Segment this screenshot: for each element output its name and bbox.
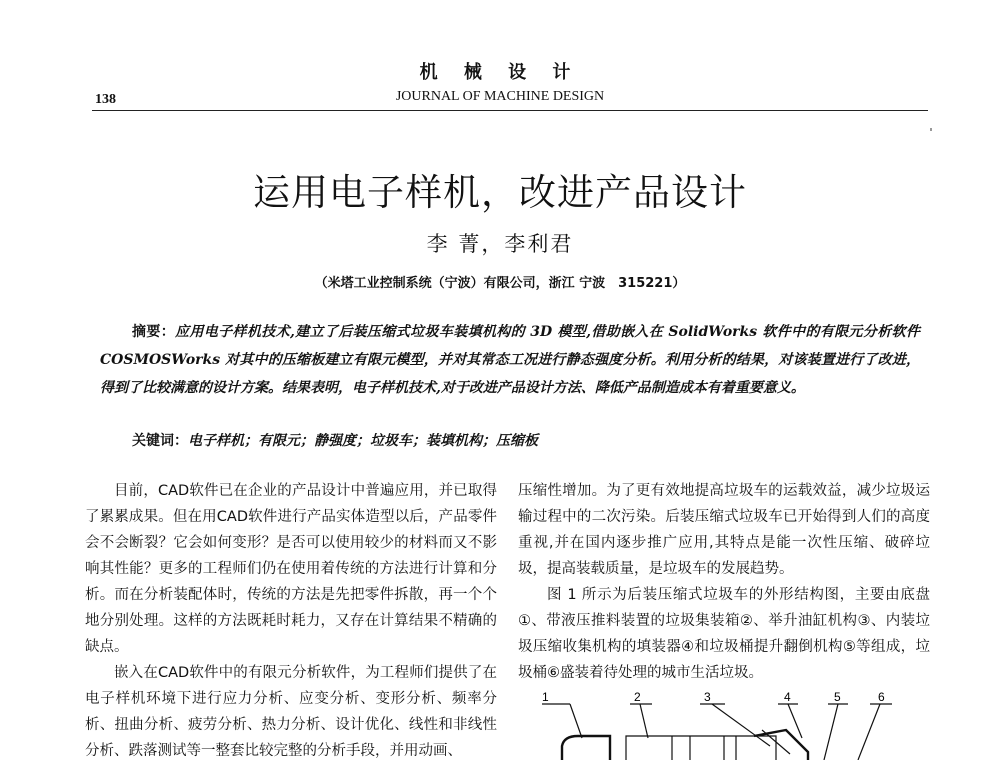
figure-label-4: 4: [784, 690, 791, 704]
body-paragraph: 图 1 所示为后装压缩式垃圾车的外形结构图，主要由底盘①、带液压推料装置的垃圾集装箱②、举升油缸机构③、内装垃圾压缩收集机构的填装器④和垃圾桶提升翻倒机构⑤等组成，垃圾桶⑥盛装着待处理的城市生活垃圾。: [518, 587, 930, 681]
truck-container: [626, 736, 776, 760]
truck-cab: [562, 736, 610, 760]
figure-label-5: 5: [834, 690, 841, 704]
abstract: [100, 318, 920, 402]
figure-label-2: 2: [634, 690, 641, 704]
body-paragraph: 目前，CAD软件已在企业的产品设计中普遍应用，并已取得了累累成果。但在用CAD软件进行产品实体造型以后，产品零件会不会断裂？它会如何变形？是否可以使用较少的材料而又不影响其性能？更多的工程师们仍在使用着传统的方法进行计算和分析。而在分析装配体时，传统的方法是先把零件拆散，再一个个地分别处理。这样的方法既耗时耗力，又存在计算结果不精确的缺点。: [85, 483, 497, 655]
body-paragraph: 嵌入在CAD软件中的有限元分析软件，为工程师们提供了在电子样机环境下进行应力分析、应变分析、变形分析、频率分析、扭曲分析、疲劳分析、热力分析、设计优化、线性和非线性分析、跌落测试等一整套比较完整的分析手段，并用动画、: [85, 665, 497, 759]
article-affiliation: （米塔工业控制系统（宁波）有限公司，浙江 宁波 315221）: [314, 276, 686, 291]
keywords-text: 电子样机；有限元；静强度；垃圾车；装填机构；压缩板: [188, 433, 538, 449]
journal-title-cn: 机 械 设 计: [419, 62, 581, 83]
figure-label-1: 1: [542, 690, 549, 704]
figure-1-truck-diagram: [540, 690, 900, 764]
keywords: [132, 430, 538, 450]
leader-line-6b: [858, 704, 880, 760]
abstract-label: 摘要：: [132, 324, 176, 340]
leader-line-3b: [712, 704, 770, 746]
truck-drawing: [540, 690, 900, 760]
figure-label-3: 3: [704, 690, 711, 704]
leader-line-1b: [570, 704, 582, 738]
keywords-label: 关键词：: [132, 433, 188, 449]
article-authors: 李 菁，李利君: [426, 232, 574, 256]
article-title: 运用电子样机，改进产品设计: [253, 171, 747, 214]
journal-title-en: JOURNAL OF MACHINE DESIGN: [395, 89, 605, 104]
abstract-text: 应用电子样机技术,建立了后装压缩式垃圾车装填机构的 3D 模型,借助嵌入在 SolidWorks 软件中的有限元分析软件 COSMOSWorks 对其中的压缩板建立有限元模型，并对其常态工况进行静态强度分析。利用分析的结果，对该装置进行了改进，得到了比较满意的设计方案。结果表明，电子样机技术,对于改进产品设计方法、降低产品制造成本有着重要意义。: [100, 324, 921, 396]
figure-label-6: 6: [878, 690, 885, 704]
truck-loader: [754, 730, 808, 760]
page-number: 138: [95, 92, 116, 107]
body-column-right: [518, 478, 930, 686]
scan-speck: [930, 128, 932, 131]
leader-line-5b: [824, 704, 838, 760]
leader-line-2b: [640, 704, 648, 738]
header-rule: [92, 110, 928, 111]
body-paragraph: 压缩性增加。为了更有效地提高垃圾车的运载效益，减少垃圾运输过程中的二次污染。后装压缩式垃圾车已开始得到人们的高度重视,并在国内逐步推广应用,其特点是能一次性压缩、破碎垃圾，提高装载质量，是垃圾车的发展趋势。: [518, 483, 930, 577]
body-column-left: [85, 478, 497, 764]
